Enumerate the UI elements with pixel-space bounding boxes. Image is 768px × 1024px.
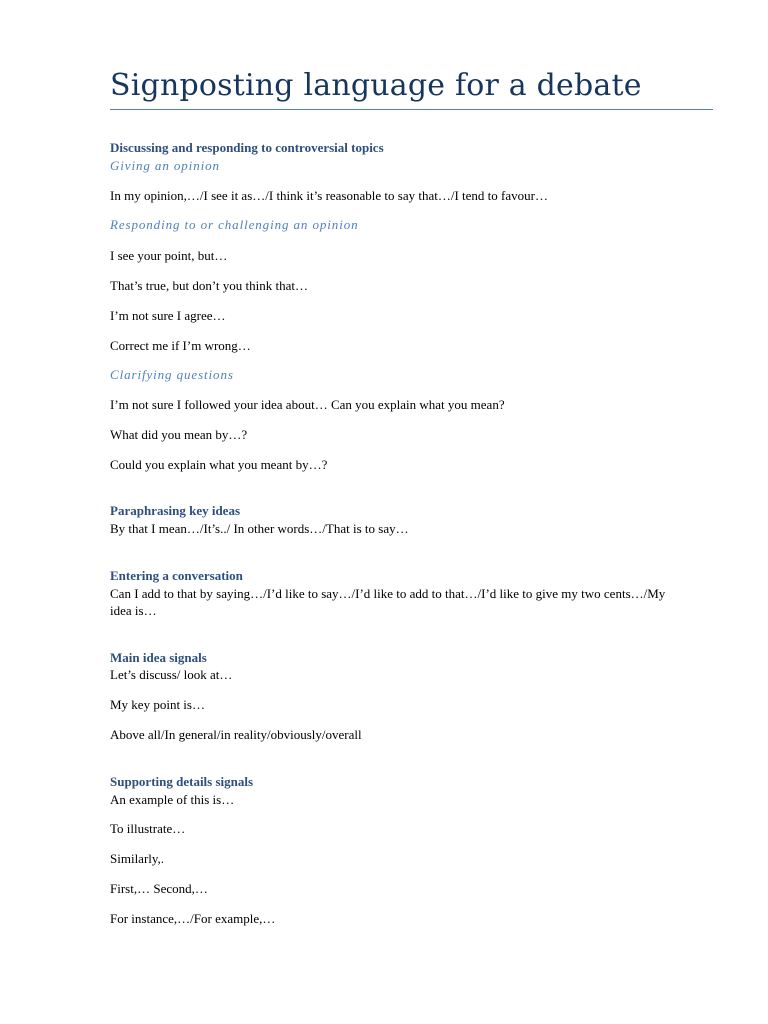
phrase-line: My key point is… bbox=[110, 697, 205, 712]
phrase-line: What did you mean by…? bbox=[110, 427, 248, 442]
subheading-responding-challenging: Responding to or challenging an opinion bbox=[110, 217, 359, 232]
section-heading-entering-conversation: Entering a conversation bbox=[110, 568, 243, 583]
phrase-line: I see your point, but… bbox=[110, 248, 228, 263]
phrase-line: Correct me if I’m wrong… bbox=[110, 338, 251, 353]
phrase-line: For instance,…/For example,… bbox=[110, 911, 276, 926]
phrase-line: I’m not sure I agree… bbox=[110, 308, 226, 323]
phrase-paragraph: Can I add to that by saying…/I’d like to say…/I’d like to add to that…/I’d like to give my two cents…/My idea is… bbox=[110, 586, 666, 618]
phrase-line: Similarly,. bbox=[110, 851, 165, 866]
subheading-clarifying-questions: Clarifying questions bbox=[110, 367, 234, 382]
section-heading-controversial-topics: Discussing and responding to controversial topics bbox=[110, 140, 384, 155]
phrase-line: In my opinion,…/I see it as…/I think it’s reasonable to say that…/I tend to favour… bbox=[110, 188, 548, 203]
subheading-giving-opinion: Giving an opinion bbox=[110, 158, 220, 173]
phrase-line: That’s true, but don’t you think that… bbox=[110, 278, 308, 293]
phrase-line: Let’s discuss/ look at… bbox=[110, 667, 233, 682]
document-title: Signposting language for a debate bbox=[110, 68, 642, 103]
section-heading-supporting-details: Supporting details signals bbox=[110, 774, 254, 789]
phrase-line: I’m not sure I followed your idea about… Can you explain what you mean? bbox=[110, 397, 505, 412]
phrase-line: Could you explain what you meant by…? bbox=[110, 457, 328, 472]
phrase-line: Above all/In general/in reality/obviously/overall bbox=[110, 727, 362, 742]
phrase-line: First,… Second,… bbox=[110, 881, 208, 896]
section-heading-paraphrasing: Paraphrasing key ideas bbox=[110, 503, 241, 518]
phrase-line: By that I mean…/It’s../ In other words…/That is to say… bbox=[110, 521, 409, 536]
phrase-line: An example of this is… bbox=[110, 792, 235, 807]
title-underline bbox=[110, 109, 713, 110]
phrase-line: To illustrate… bbox=[110, 821, 186, 836]
section-heading-main-idea: Main idea signals bbox=[110, 650, 207, 665]
